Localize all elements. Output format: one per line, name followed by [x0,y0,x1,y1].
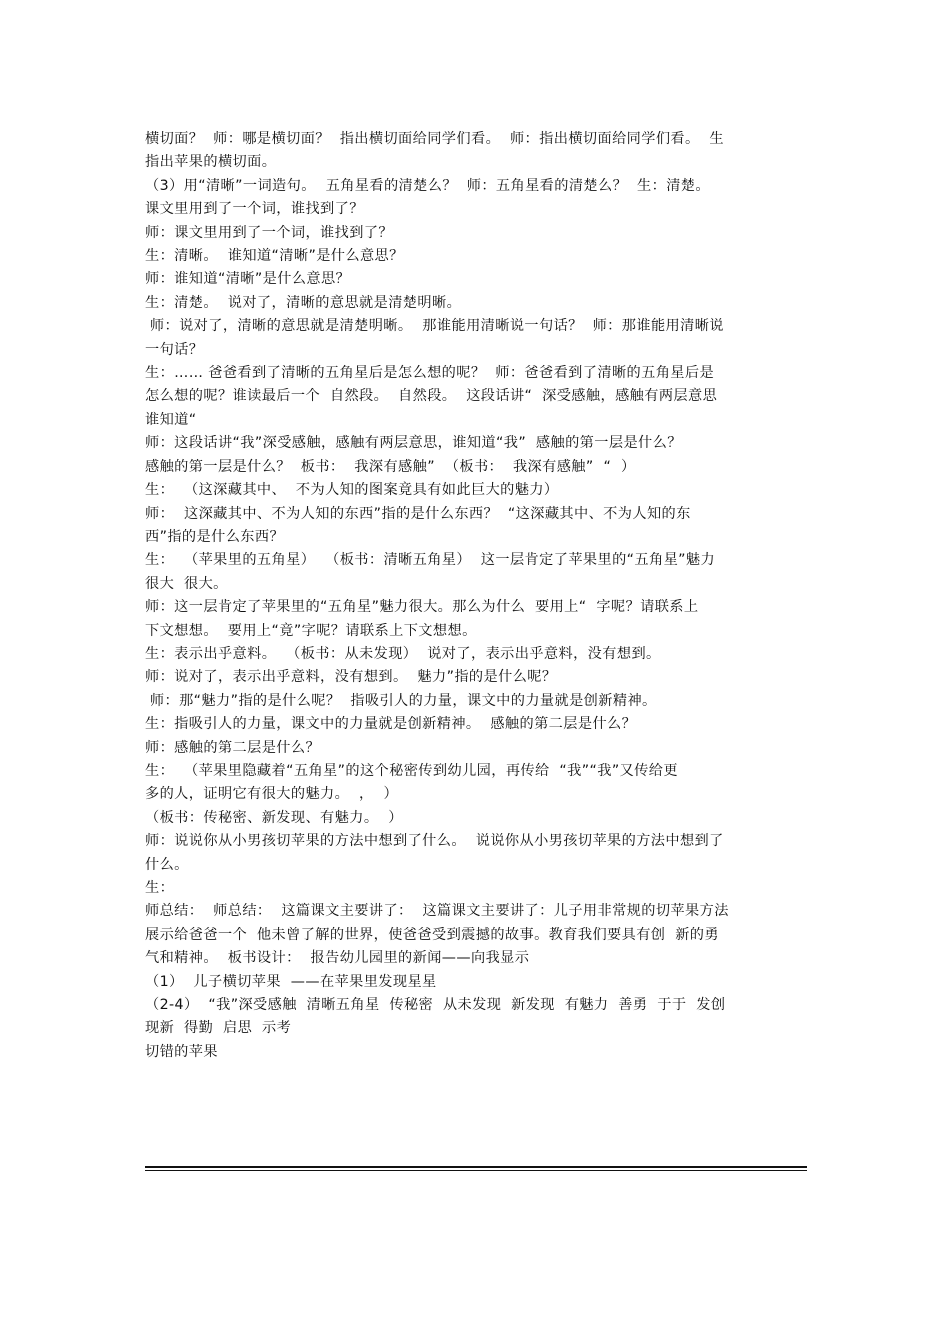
text-line: 师：感触的第二层是什么？ [145,739,321,756]
text-line: 师：说说你从小男孩切苹果的方法中想到了什么。 说说你从小男孩切苹果的方法中想到了 [145,833,724,850]
text-line: 生： （苹果里隐藏着“五角星”的这个秘密传到幼儿园，再传给 “我”“我”又传给更 [145,762,678,779]
text-line: 生： [145,880,175,896]
text-line: 生：清晰。 谁知道“清晰”是什么意思？ [145,248,404,265]
text-line: 一句话？ [145,341,204,358]
text-line: 生： （这深藏其中、 不为人知的图案竟具有如此巨大的魅力） [145,482,559,499]
text-line: 什么。 [145,856,189,873]
text-line: 师： 这深藏其中、不为人知的东西”指的是什么东西？ “这深藏其中、不为人知的东 [145,505,691,522]
text-line: 生：清楚。 说对了，清晰的意思就是清楚明晰。 [145,294,462,311]
footer-rule-thin [145,1170,807,1171]
text-line: 气和精神。 板书设计： 报告幼儿园里的新闻——向我显示 [145,950,530,967]
text-line: 多的人，证明它有很大的魅力。 ， ） [145,786,399,803]
text-line: 师：谁知道“清晰”是什么意思？ [145,271,351,288]
text-line: 课文里用到了一个词，谁找到了？ [145,201,364,218]
document-body [145,128,807,1064]
text-line: 谁知道“ [145,411,197,428]
text-line: （1） 儿子横切苹果 ——在苹果里发现星星 [145,973,437,990]
text-line: 很大 很大。 [145,575,228,592]
text-line: 生： （苹果里的五角星） （板书：清晰五角星） 这一层肯定了苹果里的“五角星”魅力 [145,552,716,569]
text-line: （2-4） “我”深受感触 清晰五角星 传秘密 从未发现 新发现 有魅力 善勇 于于 发创 [145,997,726,1014]
text-line: 西”指的是什么东西？ [145,528,285,545]
text-line: 师：这一层肯定了苹果里的“五角星”魅力很大。那么为什么 要用上“ 字呢？请联系上 [145,599,699,616]
text-line: 生：…… 爸爸看到了清晰的五角星后是怎么想的呢？ 师：爸爸看到了清晰的五角星后是 [145,365,715,382]
text-line: 怎么想的呢？谁读最后一个 自然段。 自然段。 这段话讲“ 深受感触，感触有两层意思 [145,388,718,405]
text-line: 横切面？ 师：哪是横切面？ 指出横切面给同学们看。 师：指出横切面给同学们看。 生 [145,131,725,147]
text-line: 师总结： 师总结： 这篇课文主要讲了： 这篇课文主要讲了：儿子用非常规的切苹果方法 [145,903,729,920]
text-line: 师：说对了，清晰的意思就是清楚明晰。 那谁能用清晰说一句话？ 师：那谁能用清晰说 [145,318,724,335]
text-line: 师：课文里用到了一个词，谁找到了？ [145,224,393,241]
text-line: 师：这段话讲“我”深受感触，感触有两层意思，谁知道“我” 感触的第一层是什么？ [145,435,682,452]
text-line: （3）用“清晰”一词造句。 五角星看的清楚么？ 师：五角星看的清楚么？ 生：清楚。 [145,177,710,194]
text-line: 感触的第一层是什么？ 板书： 我深有感触” （板书： 我深有感触” “ ） [145,458,636,475]
footer-rule-thick [145,1166,807,1168]
text-line: 生：指吸引人的力量，课文中的力量就是创新精神。 感触的第二层是什么？ [145,716,637,733]
text-line: 师：说对了，表示出乎意料，没有想到。 魅力”指的是什么呢？ [145,669,557,686]
text-line: 下文想想。 要用上“竟”字呢？请联系上下文想想。 [145,622,477,639]
text-line: 生：表示出乎意料。 （板书：从未发现） 说对了，表示出乎意料，没有想到。 [145,645,661,662]
text-line: 切错的苹果 [145,1043,218,1060]
text-line: 指出苹果的横切面。 [145,154,277,171]
text-line: 现新 得勤 启思 示考 [145,1020,292,1037]
text-line: 展示给爸爸一个 他未曾了解的世界，使爸爸受到震撼的故事。教育我们要具有创 新的勇 [145,926,719,943]
text-line: （板书：传秘密、新发现、有魅力。 ） [145,809,403,826]
text-line: 师：那“魅力”指的是什么呢？ 指吸引人的力量，课文中的力量就是创新精神。 [145,692,657,709]
